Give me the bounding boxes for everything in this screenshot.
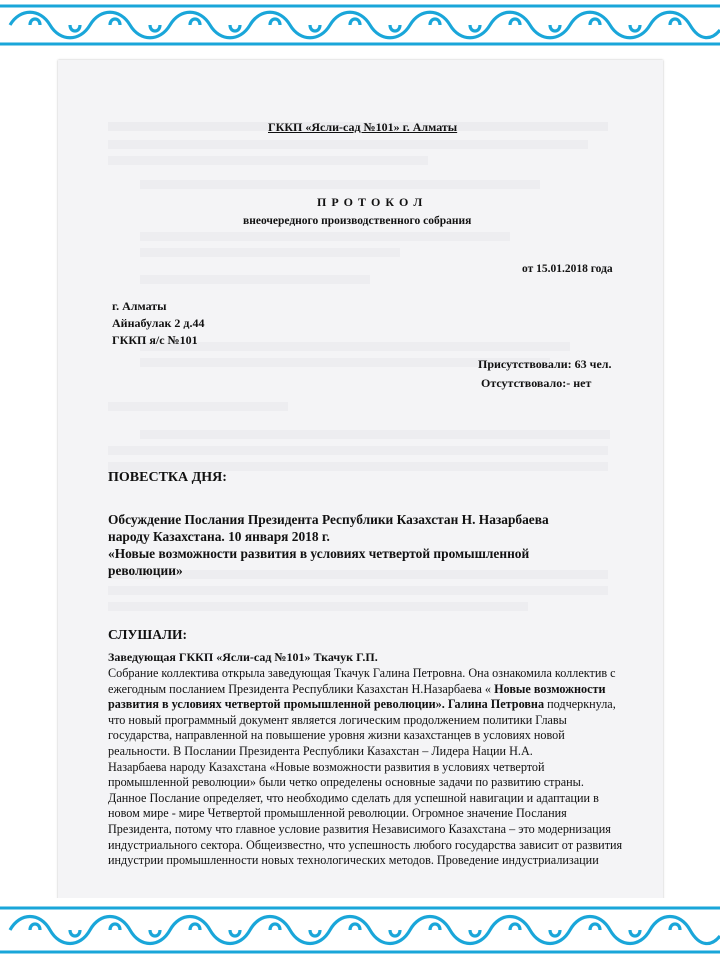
body-line: государства, направленной на повышение уровня жизни казахстанцев в условиях новой — [108, 728, 565, 743]
agenda-line-4: революции» — [108, 563, 183, 578]
address-org: ГККП я/с №101 — [112, 333, 198, 347]
ornament-border-bottom — [0, 898, 720, 960]
body-line-bold: Новые возможности — [494, 681, 606, 696]
body-line: индустриального сектора. Общеизвестно, что успешность любого государства зависит от развития — [108, 837, 623, 852]
attendance-absent: Отсутствовало:- нет — [481, 376, 592, 390]
agenda-line-1: Обсуждение Послания Президента Республики Казахстан Н. Назарбаева — [108, 512, 549, 527]
organization-heading: ГККП «Ясли-сад №101» г. Алматы — [268, 120, 458, 134]
body-line-part: подчеркнула, — [544, 697, 616, 712]
ornament-border-top — [0, 0, 720, 50]
address-city: г. Алматы — [112, 299, 167, 313]
heard-heading: СЛУШАЛИ: — [108, 627, 188, 642]
agenda-heading: ПОВЕСТКА ДНЯ: — [108, 470, 227, 485]
document-subtitle: внеочередного производственного собрания — [243, 215, 472, 227]
speaker-line: Заведующая ГККП «Ясли-сад №101» Ткачук Г.П. — [108, 650, 378, 664]
body-line: новом мире - мире Четвертой промышленной революции. Огромное значение Послания — [108, 806, 567, 821]
body-line-part: ежегодным посланием Президента Республики Казахстан Н.Назарбаева « — [108, 681, 495, 696]
body-line: Собрание коллектива открыла заведующая Ткачук Галина Петровна. Она ознакомила коллектив с — [108, 666, 616, 680]
document-title: П Р О Т О К О Л — [317, 195, 424, 209]
body-line — [108, 697, 618, 713]
body-line: Президента, потому что главное условие развития Независимого Казахстана – это модернизация — [108, 821, 611, 836]
minutes-body — [108, 666, 623, 869]
body-line: промышленной революции» были четко определены основные задачи по развитию страны. — [108, 775, 584, 790]
address-street: Айнабулак 2 д.44 — [112, 316, 205, 330]
body-line: индустрии промышленности новых технологических методов. Проведение индустриализации — [108, 853, 599, 868]
body-line — [108, 682, 618, 698]
body-line-bold: развития в условиях четвертой промышленной революции». Галина Петровна — [108, 697, 545, 712]
document-date: от 15.01.2018 года — [522, 263, 613, 275]
attendance-present: Присутствовали: 63 чел. — [478, 357, 612, 371]
body-line: что новый программный документ является логическим продолжением политики Главы — [108, 712, 567, 727]
agenda-line-3: «Новые возможности развития в условиях четвертой промышленной — [108, 546, 530, 561]
body-line: Назарбаева народу Казахстана «Новые возможности развития в условиях четвертой — [108, 759, 545, 774]
body-line: Данное Послание определяет, что необходимо сделать для успешной навигации и адаптации в — [108, 790, 599, 805]
agenda-line-2: народу Казахстана. 10 января 2018 г. — [108, 529, 330, 544]
body-line: реальности. В Послании Президента Республики Казахстан – Лидера Нации Н.А. — [108, 743, 533, 758]
